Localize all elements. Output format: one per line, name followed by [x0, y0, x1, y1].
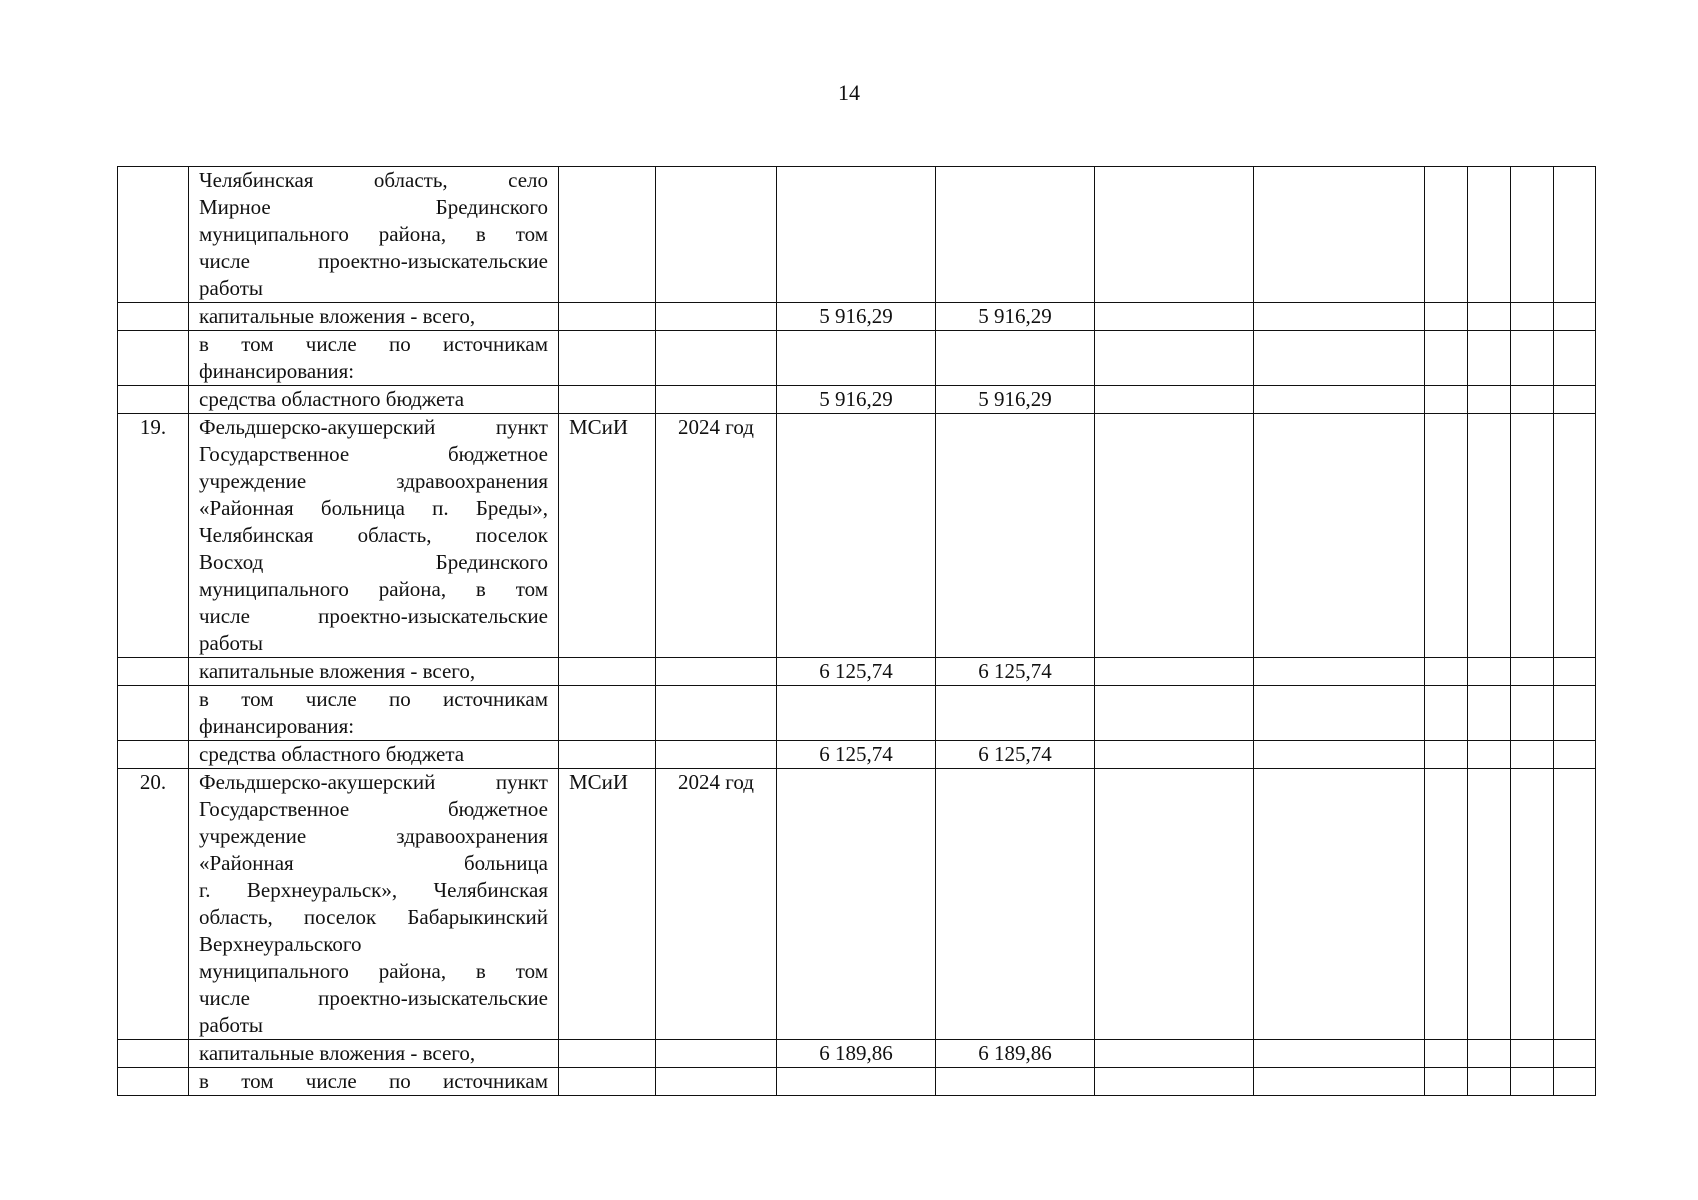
regional-amount — [936, 414, 1095, 658]
page-number: 14 — [838, 80, 860, 105]
empty-cell — [1468, 303, 1511, 331]
text-line: работы — [199, 1013, 264, 1037]
text-line: числе проектно-изыскательские — [199, 249, 548, 273]
text-line: в том числе по источникам — [199, 687, 548, 711]
empty-cell — [1095, 686, 1254, 741]
empty-cell — [1468, 741, 1511, 769]
total-amount: 6 125,74 — [777, 658, 936, 686]
total-amount — [777, 686, 936, 741]
empty-cell — [1554, 1068, 1596, 1096]
object-row — [118, 167, 1596, 303]
empty-cell — [1254, 414, 1425, 658]
implementation-year — [656, 686, 777, 741]
implementation-year — [656, 303, 777, 331]
financing-label: капитальные вложения - всего, — [189, 658, 559, 686]
total-amount — [777, 414, 936, 658]
empty-cell — [1425, 1068, 1468, 1096]
implementation-year — [656, 167, 777, 303]
empty-cell — [1554, 167, 1596, 303]
financing-row — [118, 303, 1596, 331]
text-line: г. Верхнеуральск», Челябинская — [199, 878, 548, 902]
text-line: учреждение здравоохранения — [199, 824, 548, 848]
empty-cell — [1425, 414, 1468, 658]
regional-amount — [936, 1068, 1095, 1096]
responsible-body — [559, 1068, 656, 1096]
regional-amount: 5 916,29 — [936, 386, 1095, 414]
total-amount: 6 125,74 — [777, 741, 936, 769]
empty-cell — [1554, 686, 1596, 741]
empty-cell — [1425, 769, 1468, 1040]
empty-cell — [1095, 167, 1254, 303]
financing-row — [118, 386, 1596, 414]
total-amount — [777, 1068, 936, 1096]
regional-amount — [936, 686, 1095, 741]
text-line: Государственное бюджетное — [199, 442, 548, 466]
empty-cell — [1254, 386, 1425, 414]
financing-row — [118, 658, 1596, 686]
regional-amount — [936, 331, 1095, 386]
object-name — [189, 769, 559, 1040]
responsible-body — [559, 1040, 656, 1068]
row-number: 19. — [118, 414, 189, 658]
implementation-year — [656, 386, 777, 414]
empty-cell — [1425, 741, 1468, 769]
financing-row — [118, 1068, 1596, 1096]
empty-cell — [1511, 1068, 1554, 1096]
implementation-year: 2024 год — [656, 769, 777, 1040]
responsible-body — [559, 741, 656, 769]
empty-cell — [1554, 1040, 1596, 1068]
text-line: муниципального района, в том — [199, 222, 548, 246]
text-line: Мирное Брединского — [199, 195, 548, 219]
empty-cell — [1095, 303, 1254, 331]
empty-cell — [1254, 741, 1425, 769]
object-name — [189, 414, 559, 658]
text-line: финансирования: — [199, 714, 355, 738]
empty-cell — [1468, 167, 1511, 303]
row-number — [118, 741, 189, 769]
text-line: «Районная больница п. Бреды», — [199, 496, 548, 520]
empty-cell — [1095, 769, 1254, 1040]
empty-cell — [1468, 658, 1511, 686]
empty-cell — [1511, 1040, 1554, 1068]
object-name — [189, 167, 559, 303]
responsible-body — [559, 167, 656, 303]
responsible-body: МСиИ — [559, 414, 656, 658]
empty-cell — [1468, 1068, 1511, 1096]
financing-label: капитальные вложения - всего, — [189, 1040, 559, 1068]
empty-cell — [1468, 331, 1511, 386]
text-line: в том числе по источникам — [199, 332, 548, 356]
empty-cell — [1095, 1068, 1254, 1096]
empty-cell — [1468, 414, 1511, 658]
text-line: Челябинская область, село — [199, 168, 548, 192]
empty-cell — [1468, 769, 1511, 1040]
text-line: Фельдшерско-акушерский пункт — [199, 415, 548, 439]
empty-cell — [1095, 1040, 1254, 1068]
row-number — [118, 167, 189, 303]
empty-cell — [1511, 686, 1554, 741]
investment-table — [117, 166, 1596, 1096]
empty-cell — [1425, 386, 1468, 414]
implementation-year: 2024 год — [656, 414, 777, 658]
implementation-year — [656, 1040, 777, 1068]
empty-cell — [1095, 386, 1254, 414]
empty-cell — [1425, 1040, 1468, 1068]
empty-cell — [1554, 331, 1596, 386]
empty-cell — [1254, 167, 1425, 303]
financing-label — [189, 686, 559, 741]
financing-label — [189, 1068, 559, 1096]
empty-cell — [1511, 331, 1554, 386]
empty-cell — [1554, 414, 1596, 658]
regional-amount — [936, 167, 1095, 303]
financing-label — [189, 331, 559, 386]
total-amount: 5 916,29 — [777, 386, 936, 414]
empty-cell — [1554, 769, 1596, 1040]
text-line: работы — [199, 276, 264, 300]
empty-cell — [1511, 167, 1554, 303]
empty-cell — [1254, 303, 1425, 331]
text-line: учреждение здравоохранения — [199, 469, 548, 493]
text-line: Фельдшерско-акушерский пункт — [199, 770, 548, 794]
financing-label: капитальные вложения - всего, — [189, 303, 559, 331]
empty-cell — [1511, 414, 1554, 658]
responsible-body: МСиИ — [559, 769, 656, 1040]
implementation-year — [656, 331, 777, 386]
empty-cell — [1425, 331, 1468, 386]
total-amount: 5 916,29 — [777, 303, 936, 331]
empty-cell — [1468, 386, 1511, 414]
empty-cell — [1511, 386, 1554, 414]
text-line: Челябинская область, поселок — [199, 523, 548, 547]
row-number — [118, 686, 189, 741]
empty-cell — [1425, 686, 1468, 741]
regional-amount: 6 125,74 — [936, 658, 1095, 686]
empty-cell — [1254, 1040, 1425, 1068]
text-line: Восход Брединского — [199, 550, 548, 574]
financing-label: средства областного бюджета — [189, 741, 559, 769]
text-line: Верхнеуральского — [199, 932, 362, 956]
responsible-body — [559, 686, 656, 741]
empty-cell — [1254, 658, 1425, 686]
empty-cell — [1254, 331, 1425, 386]
empty-cell — [1254, 769, 1425, 1040]
empty-cell — [1095, 331, 1254, 386]
empty-cell — [1554, 658, 1596, 686]
empty-cell — [1254, 1068, 1425, 1096]
row-number — [118, 386, 189, 414]
responsible-body — [559, 658, 656, 686]
text-line: область, поселок Бабарыкинский — [199, 905, 548, 929]
text-line: финансирования: — [199, 359, 355, 383]
text-line: муниципального района, в том — [199, 577, 548, 601]
empty-cell — [1095, 658, 1254, 686]
financing-row — [118, 741, 1596, 769]
responsible-body — [559, 303, 656, 331]
financing-row — [118, 1040, 1596, 1068]
responsible-body — [559, 386, 656, 414]
empty-cell — [1425, 303, 1468, 331]
total-amount — [777, 167, 936, 303]
empty-cell — [1554, 386, 1596, 414]
row-number — [118, 303, 189, 331]
total-amount — [777, 769, 936, 1040]
text-line: числе проектно-изыскательские — [199, 604, 548, 628]
text-line: муниципального района, в том — [199, 959, 548, 983]
total-amount — [777, 331, 936, 386]
text-line: работы — [199, 631, 264, 655]
empty-cell — [1468, 1040, 1511, 1068]
row-number: 20. — [118, 769, 189, 1040]
object-row — [118, 769, 1596, 1040]
empty-cell — [1095, 414, 1254, 658]
financing-label: средства областного бюджета — [189, 386, 559, 414]
responsible-body — [559, 331, 656, 386]
regional-amount: 6 189,86 — [936, 1040, 1095, 1068]
total-amount: 6 189,86 — [777, 1040, 936, 1068]
empty-cell — [1511, 658, 1554, 686]
empty-cell — [1425, 658, 1468, 686]
regional-amount: 6 125,74 — [936, 741, 1095, 769]
text-line: «Районная больница — [199, 851, 548, 875]
empty-cell — [1511, 303, 1554, 331]
empty-cell — [1511, 769, 1554, 1040]
object-row — [118, 414, 1596, 658]
financing-row — [118, 686, 1596, 741]
financing-row — [118, 331, 1596, 386]
regional-amount — [936, 769, 1095, 1040]
empty-cell — [1554, 303, 1596, 331]
text-line: Государственное бюджетное — [199, 797, 548, 821]
empty-cell — [1095, 741, 1254, 769]
row-number — [118, 1040, 189, 1068]
empty-cell — [1554, 741, 1596, 769]
regional-amount: 5 916,29 — [936, 303, 1095, 331]
empty-cell — [1425, 167, 1468, 303]
implementation-year — [656, 658, 777, 686]
empty-cell — [1511, 741, 1554, 769]
row-number — [118, 331, 189, 386]
empty-cell — [1468, 686, 1511, 741]
row-number — [118, 1068, 189, 1096]
implementation-year — [656, 1068, 777, 1096]
implementation-year — [656, 741, 777, 769]
text-line: в том числе по источникам — [199, 1069, 548, 1093]
empty-cell — [1254, 686, 1425, 741]
row-number — [118, 658, 189, 686]
text-line: числе проектно-изыскательские — [199, 986, 548, 1010]
